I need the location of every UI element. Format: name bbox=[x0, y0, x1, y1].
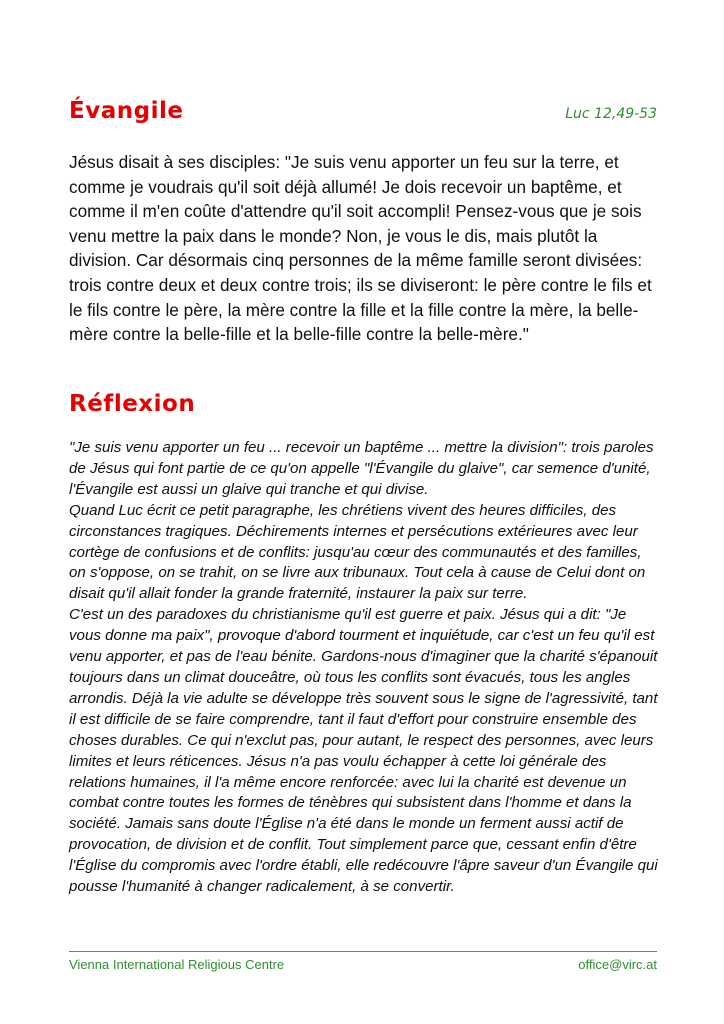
gospel-header bbox=[69, 98, 657, 134]
gospel-title: Évangile bbox=[69, 98, 184, 124]
footer-email: office@virc.at bbox=[578, 957, 657, 972]
gospel-reference: Luc 12,49-53 bbox=[565, 106, 657, 122]
reflexion-paragraph: "Je suis venu apporter un feu ... recevoir un baptême ... mettre la division": trois paroles de Jésus qui font partie de ce qu'on appelle "l'Évangile du glaive", car semence d'unité, l'Évangile est aussi un glaive qui tranche et qui divise. bbox=[69, 439, 654, 498]
footer-divider bbox=[69, 951, 657, 952]
gospel-text: Jésus disait à ses disciples: "Je suis venu apporter un feu sur la terre, et comme je voudrais qu'il soit déjà allumé! Je dois recevoir un baptême, et comme il m'en coûte d'attendre qu'il soit accompli! Pensez-vous que je sois venu mettre la paix dans le monde? Non, je vous le dis, mais plutôt la division. Car désormais cinq personnes de la même famille seront divisées: trois contre deux et deux contre trois; ils se diviseront: le père contre le fils et le fils contre le père, la mère contre la fille et la fille contre la mère, la belle-mère contre la belle-fille et la belle-fille contre la belle-mère." bbox=[69, 152, 652, 345]
reflexion-text bbox=[69, 438, 661, 898]
footer-organization: Vienna International Religious Centre bbox=[69, 957, 285, 972]
reflexion-paragraph: C'est un des paradoxes du christianisme qu'il est guerre et paix. Jésus qui a dit: "Je vous donne ma paix", provoque d'abord tourment et inquiétude, car c'est un feu qu'il est venu apporter, et pas de l'eau bénite. Gardons-nous d'imaginer que la charité s'épanouit toujours dans un climat douceâtre, où tous les conflits sont évacués, tous les angles arrondis. Déjà la vie adulte se développe très souvent sous le signe de l'agressivité, tant il est difficile de se faire comprendre, tant il faut d'effort pour construire ensemble des choses durables. Ce qui n'exclut pas, pour autant, le respect des personnes, avec leurs limites et leurs réticences. Jésus n'a pas voulu échapper à cette loi générale des relations humaines, il l'a même encore renforcée: avec lui la charité est devenue un combat contre toutes les formes de ténèbres qui subsistent dans l'homme et dans la société. Jamais sans doute l'Église n'a été dans le monde un ferment aussi actif de provocation, de division et de conflit. Tout simplement parce que, cessant enfin d'être l'Église du compromis avec l'ordre établi, elle redécouvre l'âpre saveur d'un Évangile qui pousse l'humanité à changer radicalement, à se convertir. bbox=[69, 606, 658, 896]
reflexion-paragraph: Quand Luc écrit ce petit paragraphe, les chrétiens vivent des heures difficiles, des circonstances tragiques. Déchirements internes et persécutions extérieures avec leur cortège de confusions et de conflits: jusqu'au cœur des communautés et des familles, on s'oppose, on se trahit, on se livre aux tribunaux. Tout cela à cause de Celui dont on disait qu'il allait fonder la grande fraternité, instaurer la paix sur terre. bbox=[69, 501, 646, 603]
reflexion-title: Réflexion bbox=[69, 391, 196, 417]
